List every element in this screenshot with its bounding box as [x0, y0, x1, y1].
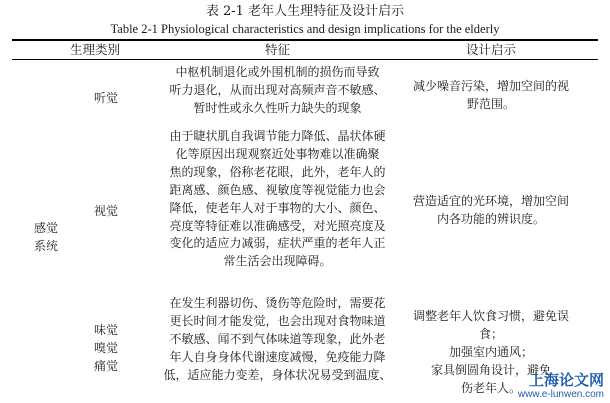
- header-category: 生理类别: [69, 42, 120, 57]
- table-caption-english: Table 2-1 Physiological characteristics and design implications for the elderly: [110, 22, 500, 36]
- header-feature: 特征: [264, 42, 290, 57]
- sense-vision: 视觉: [93, 204, 118, 218]
- site-watermark: 上海论文网 www.e-lunwen.com: [517, 371, 604, 400]
- group-label-sensory-system: 感觉 系统: [33, 221, 58, 253]
- feature-hearing: 中枢机制退化或外围机制的损伤而导致 听力退化，从而出现对高频声音不敏感、 暂时性或永久性听力缺失的现象: [169, 65, 386, 115]
- table-header-rule: [12, 59, 598, 60]
- implication-taste-smell-pain: 调整老年人饮食习惯，避免误 食； 加强室内通风； 家具倒圆角设计，避免 伤老年人。: [412, 309, 569, 395]
- implication-hearing: 减少噪音污染，增加空间的视 野范围。: [412, 79, 569, 111]
- implication-vision: 营造适宜的光环境，增加空间 内各功能的辨识度。: [412, 194, 569, 226]
- table-top-rule: [12, 39, 598, 41]
- sense-taste-smell-pain: 味觉 嗅觉 痛觉: [93, 323, 118, 373]
- feature-taste-smell-pain: 在发生利器切伤、烫伤等危险时，需要花 更长时间才能发觉，也会出现对食物味道 不敏感、闻不到气体味道等现象，此外老 年人自身身体代谢速度减慢，免疫能力降 低，适应能力变差，身体状况易受到温度、: [163, 296, 392, 382]
- table-caption-chinese: 表 2-1 老年人生理特征及设计启示: [205, 4, 405, 19]
- feature-vision: 由于睫状肌自我调节能力降低、晶状体硬 化等原因出现观察近处事物难以准确聚 焦的现象，俗称老花眼，此外，老年人的 距离感、颜色感、视敏度等视觉能力也会 降低，使老年人对于事物的大小、颜色、 亮度等特征难以准确感受，对光照亮度及 变化的适应力减弱，症状严重的老年人正 常生活会出现障碍。: [169, 129, 386, 269]
- header-implication: 设计启示: [465, 42, 516, 57]
- sense-hearing: 听觉: [93, 91, 118, 105]
